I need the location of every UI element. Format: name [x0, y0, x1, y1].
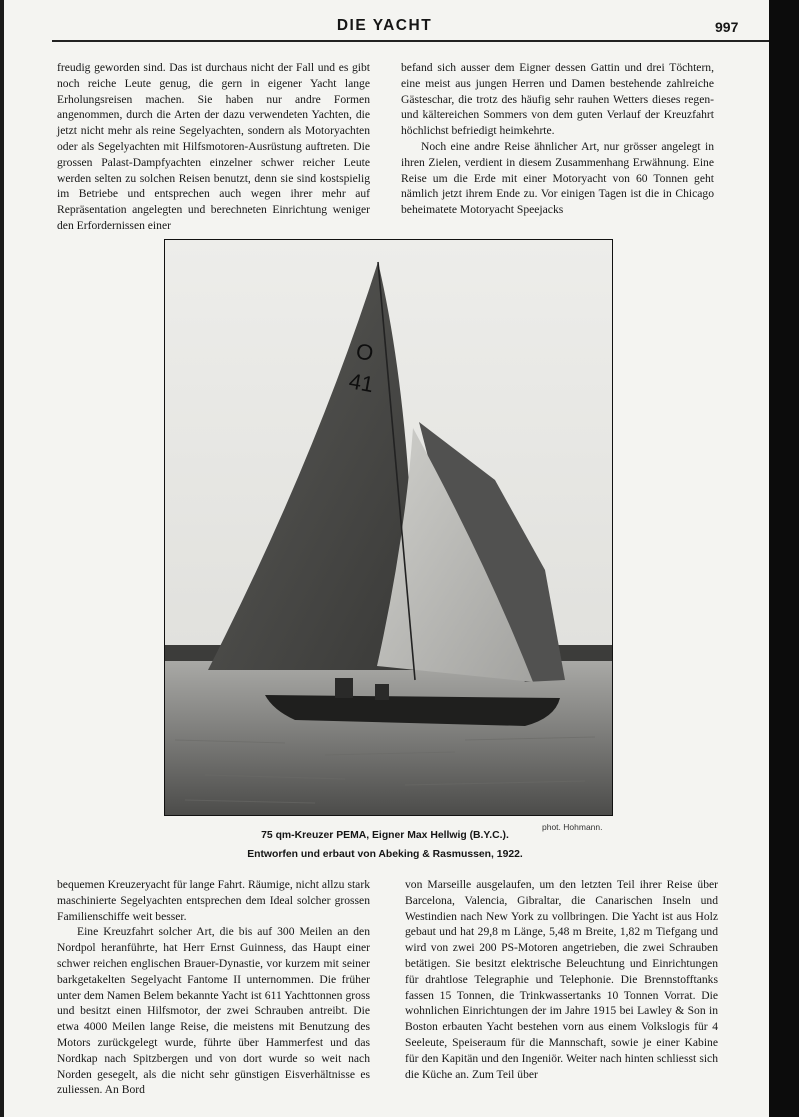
column-top-right — [401, 60, 714, 218]
column-bottom-left — [57, 877, 370, 1098]
paragraph: Eine Kreuzfahrt solcher Art, die bis auf 300 Meilen an den Nordpol heranführte, hat Herr Ernst Guinness, das Haupt einer schwer reichen englischen Brauer-Dynastie, vor kurzem mit seiner barkgetakelten Segelyacht Fantome II unternommen. Die früher unter dem Namen Belem bekannte Yacht ist 611 Yachttonnen gross und besitzt einen Hilfsmotor, der zwei Schrauben antreibt. Die etwa 4000 Meilen lange Reise, die meistens mit Benutzung des Motors zurückgelegt wurde, führte über Hammerfest und das Nordkap nach Spitzbergen und von dort wurde so weit nach Norden gesegelt, als die nicht sehr günstigen Eisverhältnisse es zuliessen. An Bord — [57, 925, 370, 1097]
sail-number-letter: O — [354, 338, 376, 366]
paragraph: freudig geworden sind. Das ist durchaus nicht der Fall und es gibt noch reiche Leute genug, die gern in eigener Yacht lange Erholungsreisen machen. Sie haben nur andre Formen angenommen, durch die Arten der dazu verwendeten Yachten, die jetzt nicht mehr als reine Segelyachten, sondern als Motoryachten oder als Segelyachten mit Hilfsmotoren-Ausrüstung auftreten. Die grossen Palast-Dampfyachten einzelner schwer reicher Leute werden selten zu solchen Reisen benutzt, denn sie sind kostspielig im Betriebe und entsprechen auch wegen ihrer mehr auf Repräsentation angelegten und berechneten Einrichtung weniger den Erfordernissen einer — [57, 61, 370, 232]
paragraph: bequemen Kreuzeryacht für lange Fahrt. Räumige, nicht allzu stark maschinierte Segelyachten entsprechen dem Ideal solcher grossen Familienschiffe weit besser. — [57, 878, 370, 923]
running-title: DIE YACHT — [336, 17, 433, 34]
column-bottom-right — [405, 877, 718, 1082]
crew-figure — [335, 678, 353, 698]
paragraph: Noch eine andre Reise ähnlicher Art, nur grösser angelegt in ihren Zielen, verdient in diesem Zusammenhang Erwähnung. Eine Reise um die Erde mit einer Motoryacht von 60 Tonnen geht nämlich jetzt ihrem Ende zu. Vor einigen Tagen ist die in Chicago beheimatete Motoryacht Speejacks — [401, 139, 714, 217]
sail-number-digits: 41 — [347, 368, 376, 398]
scan-edge-right — [769, 0, 799, 1117]
column-top-left — [57, 60, 370, 234]
header-rule — [52, 40, 769, 42]
caption-line-1: 75 qm-Kreuzer PEMA, Eigner Max Hellwig (B.Y.C.). — [261, 830, 509, 841]
crew-figure — [375, 684, 389, 700]
caption-line-2: Entworfen und erbaut von Abeking & Rasmussen, 1922. — [247, 849, 523, 860]
scan-edge-left — [0, 0, 4, 1117]
paragraph: von Marseille ausgelaufen, um den letzten Teil ihrer Reise über Barcelona, Valencia, Gibraltar, die Canarischen Inseln und Westindien nach New York zu vollbringen. Die Yacht ist aus Holz gebaut und hat 29,8 m Länge, 5,48 m Breite, 1,82 m Tiefgang und wird von zwei 200 PS-Motoren angetrieben, die zwei Schrauben betätigen. Sie besitzt elektrische Beleuchtung und Einrichtungen für drahtlose Telegraphie und Telephonie. Die Brennstofftanks fassen 15 Tonnen, die Trinkwassertanks 10 Tonnen Vorrat. Die wohnlichen Einrichtungen der im Jahre 1915 bei Lawley & Son in Boston erbauten Yacht bestehen vorn aus einem Volkslogis für 4 Seeleute, Speiseraum für die Mannschaft, sowie je einer Kabine für den Kapitän und den Ingeniör. Weiter nach hinten schliesst sich die Küche an. Zum Teil über — [405, 878, 718, 1081]
paragraph: befand sich ausser dem Eigner dessen Gattin und drei Töchtern, eine meist aus jungen Herren und Damen bestehende zahlreiche Gästeschar, die trotz des häufig sehr rauhen Wetters dieses regen- und kältereichen Sommers von dem guten Verlauf der Kreuzfahrt höchlichst befriedigt heimkehrte. — [401, 61, 714, 138]
yacht-photograph — [164, 239, 613, 816]
photo-credit: phot. Hohmann. — [542, 822, 603, 832]
page-number: 997 — [715, 19, 739, 35]
